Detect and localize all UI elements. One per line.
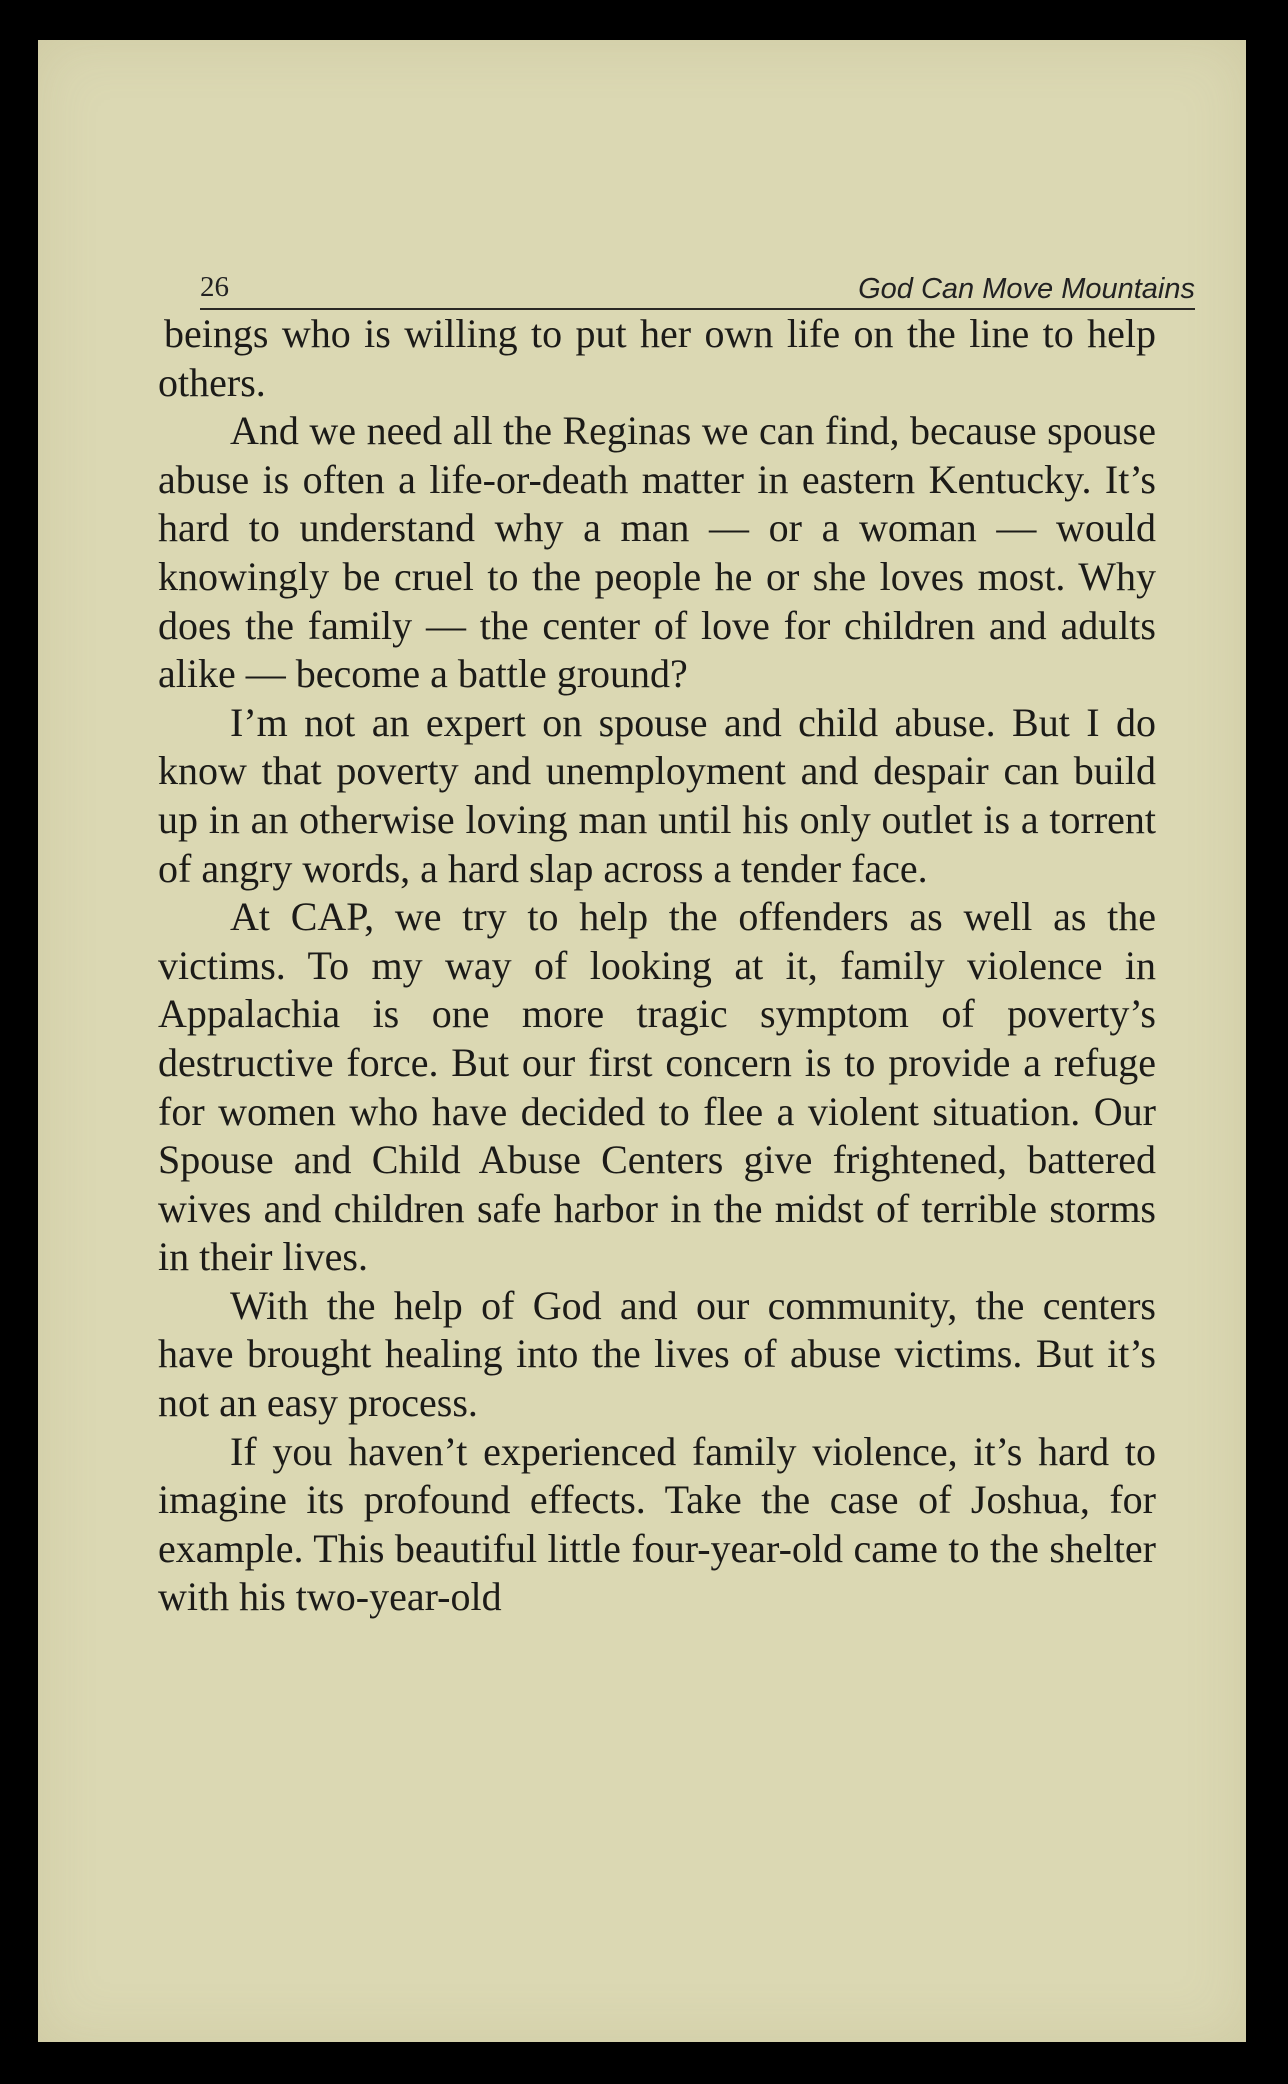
paragraph: If you haven’t experienced family violence, it’s hard to imagine its profound effects. Take the case of Joshua, for example. This beautiful little four-year-old came to the shelter with his two-year-old bbox=[158, 1428, 1156, 1620]
paragraph: And we need all the Reginas we can find, because spouse abuse is often a life-or-death matter in eastern Kentucky. It’s hard to understand why a man — or a woman — would knowingly be cruel to the people he or she loves most. Why does the family — the center of love for children and adults alike — become a battle ground? bbox=[158, 408, 1156, 697]
paragraph: beings who is willing to put her own life on the line to help others. bbox=[158, 311, 1156, 405]
body-text bbox=[158, 310, 1156, 1622]
paragraph: With the help of God and our community, the centers have brought healing into the lives of abuse victims. But it’s not an easy process. bbox=[158, 1282, 1156, 1426]
running-title: God Can Move Mountains bbox=[858, 273, 1195, 305]
page-header bbox=[200, 228, 1195, 310]
paragraph: At CAP, we try to help the offenders as well as the victims. To my way of looking at it, family violence in Appalachia is one more tragic symptom of poverty’s destructive force. But our first concern is to provide a refuge for women who have decided to flee a violent situation. Our Spouse and Child Abuse Centers give frightened, battered wives and children safe harbor in the midst of terrible storms in their lives. bbox=[158, 894, 1156, 1280]
page-number: 26 bbox=[200, 271, 229, 303]
paragraph: I’m not an expert on spouse and child abuse. But I do know that poverty and unemployment and despair can build up in an otherwise loving man until his only outlet is a torrent of angry words, a hard slap across a tender face. bbox=[158, 699, 1156, 891]
